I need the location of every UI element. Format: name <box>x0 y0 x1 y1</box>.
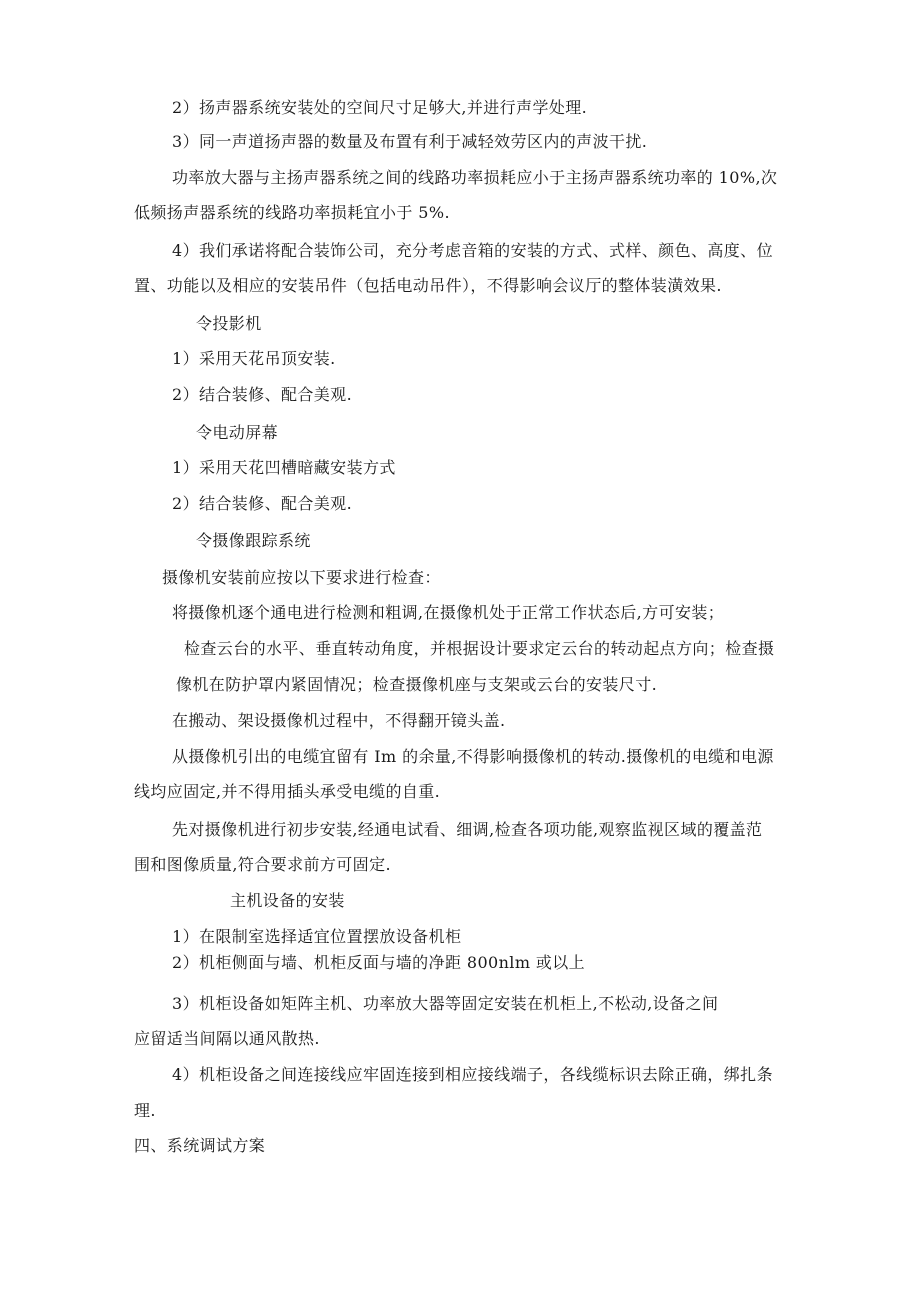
camera-cable-l2: 线均应固定,并不得用插头承受电缆的自重. <box>134 782 441 801</box>
screen-item-1: 1）采用天花凹槽暗藏安装方式 <box>172 458 396 477</box>
camera-check-1: 将摄像机逐个通电进行检测和粗调,在摄像机处于正常工作状态后,方可安装； <box>172 603 725 622</box>
host-item-4-l2: 理. <box>134 1101 156 1120</box>
screen-item-2: 2）结合装修、配合美观. <box>172 494 353 513</box>
section-heading-projector: 令投影机 <box>196 314 262 333</box>
section-heading-host: 主机设备的安装 <box>230 891 345 910</box>
camera-install-l1: 先对摄像机进行初步安装,经通电试看、细调,检查各项功能,观察监视区域的覆盖范 <box>172 820 763 839</box>
camera-install-l2: 围和图像质量,符合要求前方可固定. <box>134 855 391 874</box>
section-heading-camera: 令摄像跟踪系统 <box>196 531 311 550</box>
projector-item-1: 1）采用天花吊顶安装. <box>172 349 336 368</box>
camera-check-2-l2: 像机在防护罩内紧固情况；检查摄像机座与支架或云台的安装尺寸. <box>176 675 658 694</box>
power-loss-paragraph-l2: 低频扬声器系统的线路功率损耗宜小于 5%. <box>134 203 450 222</box>
host-item-3-l2: 应留适当间隔以通风散热. <box>134 1029 320 1048</box>
speaker-item-2: 2）扬声器系统安装处的空间尺寸足够大,并进行声学处理. <box>172 98 588 117</box>
camera-cable-l1: 从摄像机引出的电缆宜留有 Im 的余量,不得影响摄像机的转动.摄像机的电缆和电源 <box>172 747 774 766</box>
speaker-item-4-l2: 置、功能以及相应的安装吊件（包括电动吊件），不得影响会议厅的整体装潢效果. <box>134 276 722 295</box>
host-item-3-l1: 3）机柜设备如矩阵主机、功率放大器等固定安装在机柜上,不松动,设备之间 <box>172 994 719 1013</box>
chapter-heading-debugging: 四、系统调试方案 <box>134 1136 266 1155</box>
camera-intro: 摄像机安装前应按以下要求进行检查： <box>162 568 441 587</box>
camera-check-2-l1: 检查云台的水平、垂直转动角度，并根据设计要求定云台的转动起点方向；检查摄 <box>184 639 775 658</box>
host-item-4-l1: 4）机柜设备之间连接线应牢固连接到相应接线端子，各线缆标识去除正确，绑扎条 <box>172 1065 773 1084</box>
section-heading-screen: 令电动屏幕 <box>196 423 279 442</box>
speaker-item-4-l1: 4）我们承诺将配合装饰公司，充分考虑音箱的安装的方式、式样、颜色、高度、位 <box>172 241 773 260</box>
projector-item-2: 2）结合装修、配合美观. <box>172 385 353 404</box>
host-item-2: 2）机柜侧面与墙、机柜反面与墙的净距 800nlm 或以上 <box>172 953 586 972</box>
speaker-item-3: 3）同一声道扬声器的数量及布置有利于减轻效劳区内的声波干扰. <box>172 132 648 151</box>
camera-handling: 在搬动、架设摄像机过程中，不得翻开镜头盖. <box>172 711 506 730</box>
host-item-1: 1）在限制室选择适宜位置摆放设备机柜 <box>172 927 462 946</box>
power-loss-paragraph-l1: 功率放大器与主扬声器系统之间的线路功率损耗应小于主扬声器系统功率的 10%,次 <box>172 168 778 187</box>
